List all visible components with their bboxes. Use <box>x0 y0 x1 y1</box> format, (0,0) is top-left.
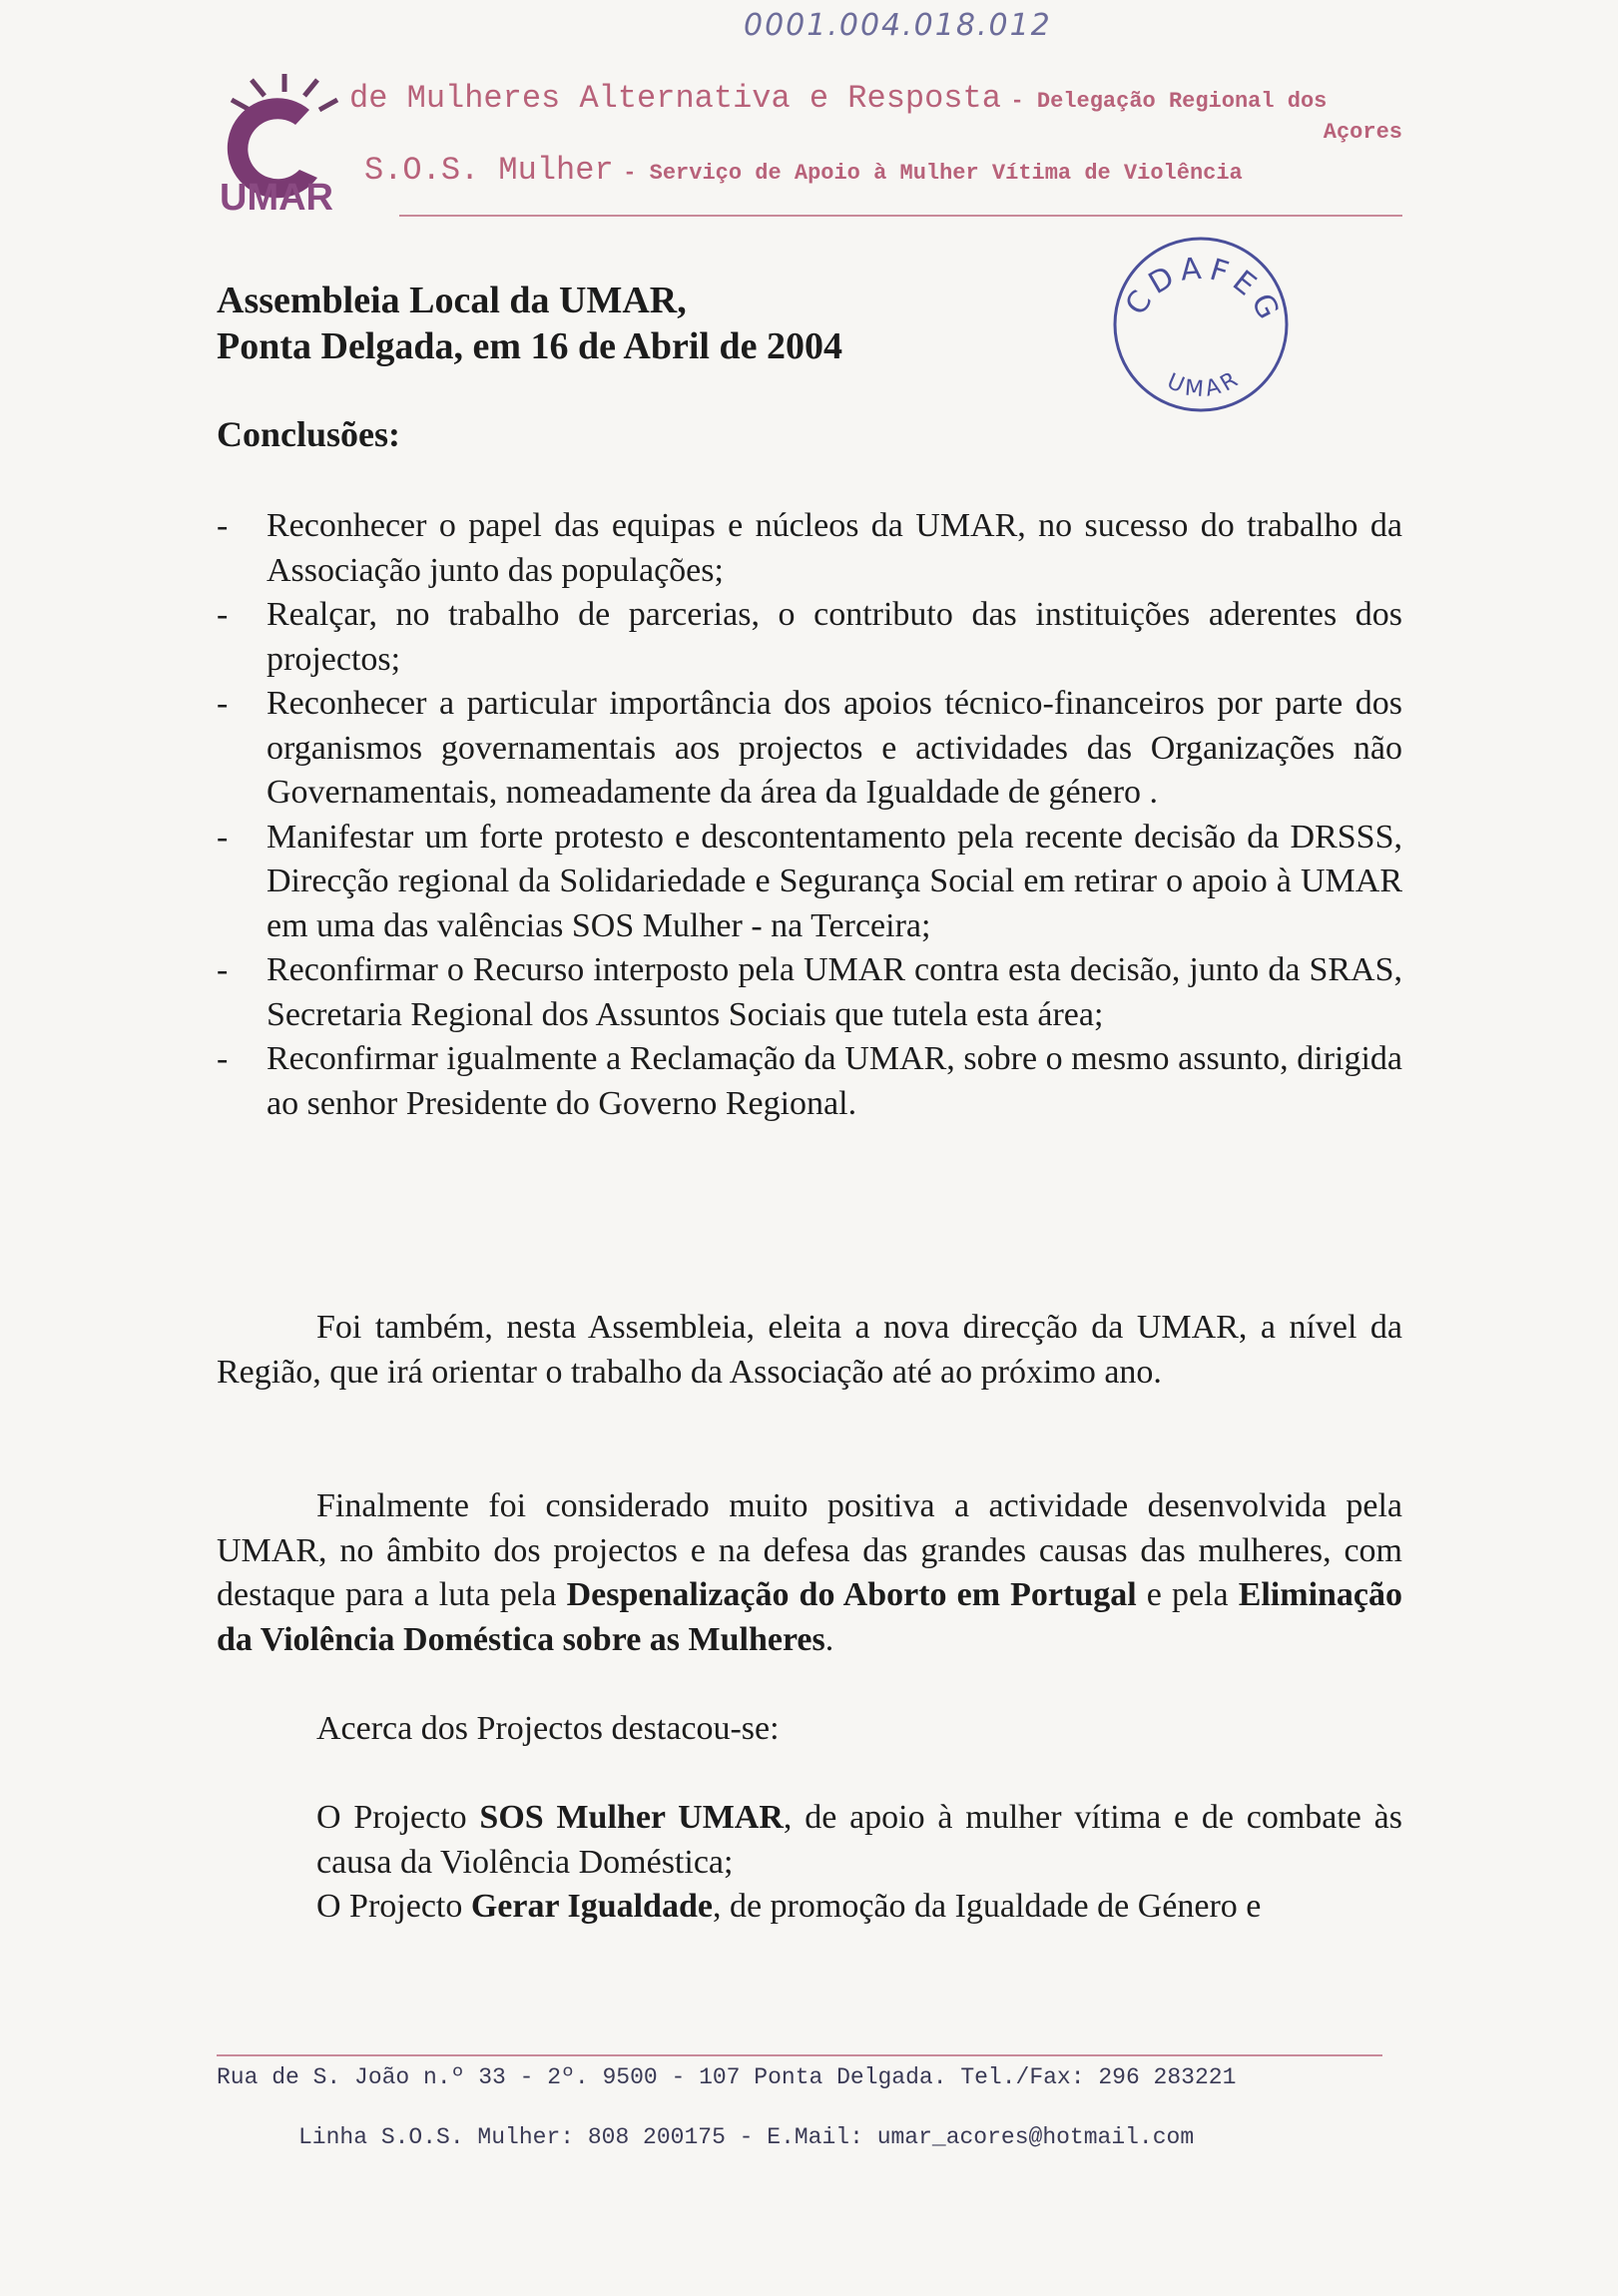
conclusions-list <box>217 504 1402 1126</box>
cdafeg-stamp <box>1108 232 1294 417</box>
svg-text:UMAR <box>1163 365 1245 402</box>
footer-address: Rua de S. João n.º 33 - 2º. 9500 - 107 Ponta Delgada. Tel./Fax: 296 283221 <box>217 2064 1237 2090</box>
archive-code: 0001.004.018.012 <box>744 8 1052 43</box>
delegation: - Delegação Regional dos <box>1010 89 1328 114</box>
document-title <box>217 278 842 369</box>
section-title: Conclusões: <box>217 414 401 454</box>
footer-divider <box>217 2054 1382 2056</box>
project-name: SOS Mulher UMAR <box>479 1799 784 1836</box>
project-item: O Projecto SOS Mulher UMAR, de apoio à mulher vítima e de combate às causa da Violência Doméstica; <box>316 1799 1402 1881</box>
title-line-2: Ponta Delgada, em 16 de Abril de 2004 <box>217 325 842 367</box>
list-item: - Reconfirmar igualmente a Reclamação da UMAR, sobre o mesmo assunto, dirigida ao senhor Presidente do Governo Regional. <box>217 1040 1402 1122</box>
header-org <box>349 80 1402 117</box>
list-item: - Realçar, no trabalho de parcerias, o contributo das instituições aderentes dos projectos; <box>217 596 1402 678</box>
delegation-azores: Açores <box>1323 120 1402 145</box>
header-sos <box>364 152 1402 189</box>
project-item: O Projecto Gerar Igualdade, de promoção da Igualdade de Género e <box>316 1888 1262 1925</box>
project-name: Gerar Igualdade <box>470 1888 713 1925</box>
header-divider <box>399 215 1402 217</box>
stamp-bottom-text: UMAR <box>1163 365 1246 403</box>
highlight-abortion: Despenalização do Aborto em Portugal <box>566 1576 1137 1613</box>
umar-logo <box>200 70 369 220</box>
projects-list <box>316 1796 1402 1930</box>
stamp-top-text: CDAFEG <box>1118 251 1289 330</box>
list-item: - Reconhecer a particular importância dos apoios técnico-financeiros por parte dos organismos governamentais aos projectos e actividades das Organizações não Governamentais, nomeadamente da área da Igualdade de género . <box>217 685 1402 811</box>
highlight-violence: Eliminação da Violência Doméstica sobre as Mulheres <box>217 1576 1403 1658</box>
election-paragraph: Foi também, nesta Assembleia, eleita a nova direcção da UMAR, a nível da Região, que irá orientar o trabalho da Associação até ao próximo ano. <box>217 1309 1402 1391</box>
svg-text:CDAFEG <box>1119 251 1289 329</box>
logo-text: UMAR <box>220 177 333 219</box>
list-item: - Reconfirmar o Recurso interposto pela UMAR contra esta decisão, junto da SRAS, Secretaria Regional dos Assuntos Sociais que tutela esta área; <box>217 951 1402 1033</box>
list-item: - Manifestar um forte protesto e descontentamento pela recente decisão da DRSSS, Direcção regional da Solidariedade e Segurança Social em retirar o apoio à UMAR em uma das valências SOS Mulher - na Terceira; <box>217 818 1402 944</box>
sos-name: S.O.S. Mulher <box>364 152 614 189</box>
sos-description: - Serviço de Apoio à Mulher Vítima de Violência <box>623 161 1243 186</box>
org-name: de Mulheres Alternativa e Resposta <box>349 80 1001 117</box>
conclusion-paragraph: Finalmente foi considerado muito positiva a actividade desenvolvida pela UMAR, no âmbito dos projectos e na defesa das grandes causas das mulheres, com destaque para a luta pela Despenalização do Aborto em Portugal e pela Eliminação da Violência Doméstica sobre as Mulheres. <box>217 1487 1403 1658</box>
title-line-1: Assembleia Local da UMAR, <box>217 280 687 321</box>
list-item: - Reconhecer o papel das equipas e núcleos da UMAR, no sucesso do trabalho da Associação junto das populações; <box>217 507 1402 589</box>
footer-contact: Linha S.O.S. Mulher: 808 200175 - E.Mail: umar_acores@hotmail.com <box>298 2124 1195 2150</box>
projects-intro: Acerca dos Projectos destacou-se: <box>316 1710 780 1747</box>
